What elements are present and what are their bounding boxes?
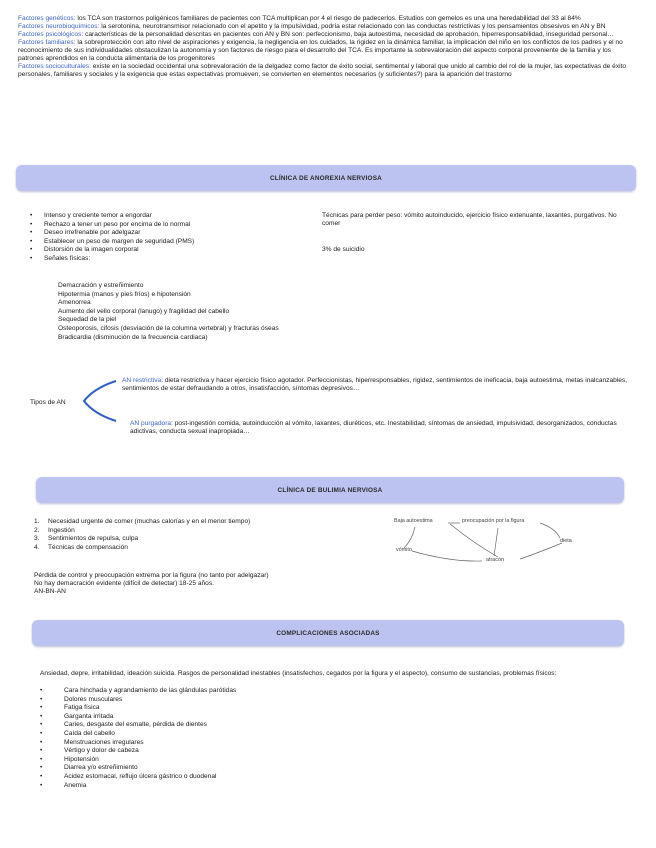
list-item: • Menstruaciones irregulares <box>40 739 440 748</box>
list-item: Aumento del vello corporal (lanugo) y fragilidad del cabello <box>58 307 230 315</box>
diagram-vomito: vómito <box>396 547 412 553</box>
factor-text-socio: existe en la sociedad occidental una sobrevaloración de la delgadez como factor de éxito social, sentimental y laboral que unido al cambio del rol de la mujer, las expectativas de éxito personales, familiares y sociales y la exigencia que estas expectativas promueven, se convierten en elementos necesarios (y suficientes?) para la aparición del trastorno <box>18 63 627 78</box>
anorexia-title: CLÍNICA DE ANOREXIA NERVIOSA <box>269 174 382 182</box>
list-item: Hipotermia (manos y pies fríos) e hipotensión <box>58 290 191 298</box>
bulimia-title: CLÍNICA DE BULIMIA NERVIOSA <box>277 486 383 494</box>
bulimia-notes <box>34 572 414 596</box>
factor-label-geneticos: Factores genéticos: <box>18 15 76 22</box>
list-item: • Anemia <box>40 782 440 791</box>
list-item: • Distorsión de la imagen corporal <box>30 246 320 255</box>
diagram-baja-autoestima: Baja autoestima <box>394 518 433 524</box>
bulimia-numbered-list <box>34 518 394 552</box>
factor-label-familiares: Factores familiares: <box>18 39 76 46</box>
list-item: Demacración y estreñimiento <box>58 282 144 289</box>
an-purgadora-text: post-ingestión comida, autoinducción al vómito, laxantes, diuréticos, etc. Inestabilidad, síntomas de ansiedad, impulsividad, desorganizados, conductas adictivas, conducta sexual inapropiada… <box>130 420 617 435</box>
list-item: Sequedad de la piel <box>58 316 117 324</box>
list-item: Osteoporosis, cifosis (desviación de la columna vertebral) y fracturas óseas <box>58 324 279 332</box>
list-item: • Intenso y creciente temor a engordar <box>30 212 320 221</box>
list-item: • Garganta irritada <box>40 713 440 722</box>
factor-text-geneticos: los TCA son trastornos poligénicos familiares de pacientes con TCA multiplican por 4 el riesgo de padecerlos. Estudios con gemelos es una una heredabilidad del 33 al 84% <box>75 15 581 22</box>
list-item: • Caries, desgaste del esmalte, pérdida de dientes <box>40 721 440 730</box>
factor-text-familiares: la sobreprotección con alto nivel de aspiraciones y exigencia, la negligencia en los cuidados, la rigidez en la dinámica familiar, la implicación del niño en los conflictos de los padres y el no reconocimiento de sus individualidades obstaculizan la autonomía y son factores de riesgo para el desarrollo del TCA. Es importante la sobrevaloración del aspecto corporal proveniente de la familia y los patrones aprendidos en la conducta alimentaria de los progenitores <box>18 39 623 62</box>
list-item: • Diarrea y/o estreñimiento <box>40 764 440 773</box>
no-demacration-text: No hay demacración evidente (difícil de detectar) 18-25 años. <box>34 580 214 587</box>
list-item: • Deseo irrefrenable por adelgazar <box>30 229 320 238</box>
factor-text-psico: características de la personalidad descritas en pacientes con AN y BN son: perfeccionismo, baja autoestima, necesidad de aprobación, hiperresponsabilidad, inseguridad personal… <box>83 31 614 38</box>
list-item: 3. Sentimientos de repulsa, culpa <box>34 535 139 543</box>
list-item: • Fatiga física <box>40 704 440 713</box>
an-bn-an-text: AN-BN-AN <box>34 588 66 595</box>
complicaciones-title: COMPLICACIONES ASOCIADAS <box>276 629 380 637</box>
list-item: 1. Necesidad urgente de comer (muchas calorías y en el menor tiempo) <box>34 518 251 525</box>
list-item: • Hipotensión <box>40 756 440 765</box>
list-item: • Cara hinchada y agrandamiento de las glándulas parótidas <box>40 687 440 696</box>
anorexia-section-header <box>16 165 636 191</box>
an-purgadora-label: AN purgadora: <box>130 420 173 427</box>
an-restrictiva <box>122 377 632 393</box>
an-purgadora <box>130 420 632 436</box>
diagram-preocupacion: preocupación por la figura <box>462 518 525 524</box>
bulimia-cycle-diagram <box>390 514 590 576</box>
list-item: • Caída del cabello <box>40 730 440 739</box>
an-restrictiva-text: dieta restrictiva y hacer ejercicio físico agotador. Perfeccionistas, hiperresponsables, rigidez, sentimientos de ineficacia, baja autoestima, metas inalcanzables, sentimientos de estar defraudando a otros, insatisfacción, síntomas depresivos… <box>122 377 628 392</box>
list-item: • Dolores musculares <box>40 696 440 705</box>
weight-loss-techniques: Técnicas para perder peso: vómito autoinducido, ejercicio físico extenuante, laxantes, purgativos. No comer <box>322 212 617 227</box>
list-item: 4. Técnicas de compensación <box>34 543 128 551</box>
complicaciones-list <box>40 687 440 790</box>
list-item: • Señales físicas: <box>30 255 320 264</box>
brace-connector <box>80 378 120 424</box>
diagram-atracon: atracón <box>486 557 504 563</box>
factor-text-neuro: la serotonina, neurotransmisor relacionado con el apetito y la impulsividad, podría estar relacionado con las conductas restrictivas y los pensamientos obsesivos en AN y BN <box>99 23 606 30</box>
complicaciones-intro: Ansiedad, depre, irritabilidad, ideación suicida. Rasgos de personalidad inestables (insatisfechos, cegados por la figura y el aspecto), consumo de sustancias, problemas físicos: <box>40 670 557 677</box>
factor-label-neuro: Factores neurobioquímicos: <box>18 23 100 30</box>
list-item: Bradicardia (disminución de la frecuencia cardiaca) <box>58 333 208 341</box>
list-item: Amenorrea <box>58 299 91 307</box>
list-item: • Vértigo y dolor de cabeza <box>40 747 440 756</box>
intro-paragraph <box>18 15 638 79</box>
list-item: 2. Ingestión <box>34 526 75 534</box>
list-item: • Establecer un peso de margen de seguridad (PMS) <box>30 238 320 247</box>
factor-label-socio: Factores socioculturales: <box>18 63 91 70</box>
loss-of-control-text: Pérdida de control y preocupación extrema por la figura (no tanto por adelgazar) <box>34 572 269 579</box>
list-item: • Rechazo a tener un peso por encima de lo normal <box>30 221 320 230</box>
factor-label-psico: Factores psicológicos: <box>18 31 84 38</box>
diagram-dieta: dieta <box>560 538 572 544</box>
suicide-rate: 3% de suicidio <box>322 246 365 253</box>
complicaciones-section-header <box>32 620 624 646</box>
anorexia-bullets <box>30 212 320 264</box>
tipos-an-label: Tipos de AN <box>30 399 66 406</box>
physical-signs-list <box>58 282 438 342</box>
list-item: • Acidez estomacal, reflujo úlcera gástrico o duodenal <box>40 773 440 782</box>
bulimia-section-header <box>36 477 624 503</box>
an-restrictiva-label: AN restrictiva: <box>122 377 164 384</box>
